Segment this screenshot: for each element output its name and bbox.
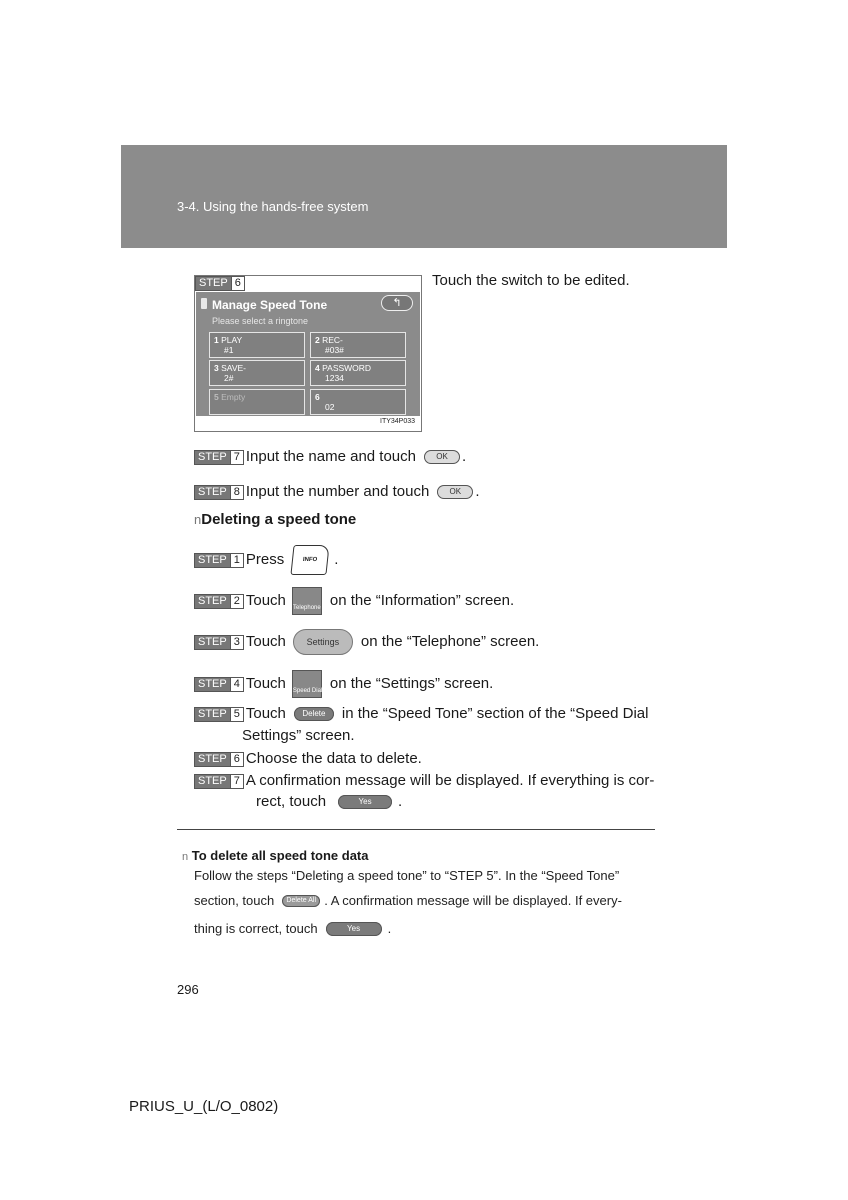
ok-button[interactable]: OK	[424, 450, 460, 464]
delete-step-5-cont: Settings” screen.	[242, 727, 355, 744]
info-button[interactable]: INFO	[291, 545, 330, 575]
header-bar	[121, 145, 727, 248]
screen-subtitle: Please select a ringtone	[212, 316, 309, 326]
manage-speed-tone-screen	[196, 292, 420, 416]
note-line-3: thing is correct, touch Yes .	[194, 921, 392, 936]
telephone-icon[interactable]: Telephone	[292, 587, 322, 615]
settings-button[interactable]: Settings	[293, 629, 353, 655]
back-button[interactable]: ↰	[381, 295, 413, 311]
delete-button[interactable]: Delete	[294, 707, 334, 721]
footer-code: PRIUS_U_(L/O_0802)	[129, 1098, 279, 1115]
delete-step-5: STEP 5 Touch Delete in the “Speed Tone” section of the “Speed Dial	[194, 705, 648, 723]
step-label: STEP	[196, 277, 231, 290]
tone-tile-4[interactable]: 4 PASSWORD 1234	[310, 360, 406, 386]
tone-tile-3[interactable]: 3 SAVE- 2#	[209, 360, 305, 386]
screen-illustration	[194, 275, 422, 432]
delete-step-7-cont: rect, touch Yes .	[256, 793, 403, 810]
page-number: 296	[177, 982, 199, 997]
speed-dial-icon[interactable]: Speed Dial	[292, 670, 322, 698]
tone-tile-5[interactable]: 5 Empty	[209, 389, 305, 415]
step-badge: STEP 7	[194, 774, 244, 789]
phone-icon	[201, 298, 207, 309]
note-line-2: section, touch Delete All . A confirmation message will be displayed. If every-	[194, 893, 622, 908]
step-badge	[195, 276, 245, 291]
screen-title: Manage Speed Tone	[212, 298, 328, 312]
delete-step-1: STEP 1 Press INFO .	[194, 545, 338, 575]
ok-button[interactable]: OK	[437, 485, 473, 499]
step-number: 6	[231, 277, 244, 290]
delete-all-button[interactable]: Delete All	[282, 895, 320, 907]
step-7-line: STEP 7 Input the name and touch OK .	[194, 448, 466, 466]
step-badge: STEP 8	[194, 485, 244, 500]
delete-step-2: STEP 2 Touch Telephone on the “Information” screen.	[194, 587, 514, 615]
yes-button[interactable]: Yes	[338, 795, 392, 809]
yes-button[interactable]: Yes	[326, 922, 382, 936]
step-badge: STEP 3	[194, 635, 244, 650]
tone-tile-1[interactable]: 1 PLAY #1	[209, 332, 305, 358]
note-line-1: Follow the steps “Deleting a speed tone” to “STEP 5”. In the “Speed Tone”	[194, 868, 620, 883]
section-header: 3-4. Using the hands-free system	[177, 199, 369, 214]
image-code: ITY34P033	[380, 418, 416, 425]
step-badge: STEP 2	[194, 594, 244, 609]
divider	[177, 829, 655, 830]
delete-step-3: STEP 3 Touch Settings on the “Telephone” screen.	[194, 629, 539, 655]
note-title: n To delete all speed tone data	[182, 848, 369, 863]
tone-tile-2[interactable]: 2 REC- #03#	[310, 332, 406, 358]
step-badge: STEP 6	[194, 752, 244, 767]
section-heading: nDeleting a speed tone	[194, 511, 357, 528]
step-badge: STEP 1	[194, 553, 244, 568]
screen-caption: Touch the switch to be edited.	[432, 272, 630, 289]
step-badge: STEP 5	[194, 707, 244, 722]
tone-tile-6[interactable]: 6 02	[310, 389, 406, 415]
step-badge: STEP 4	[194, 677, 244, 692]
step-8-line: STEP 8 Input the number and touch OK .	[194, 483, 480, 501]
step-badge: STEP 7	[194, 450, 244, 465]
delete-step-4: STEP 4 Touch Speed Dial on the “Settings” screen.	[194, 670, 493, 698]
delete-step-6: STEP 6 Choose the data to delete.	[194, 750, 422, 768]
delete-step-7: STEP 7 A confirmation message will be displayed. If everything is cor-	[194, 772, 654, 790]
